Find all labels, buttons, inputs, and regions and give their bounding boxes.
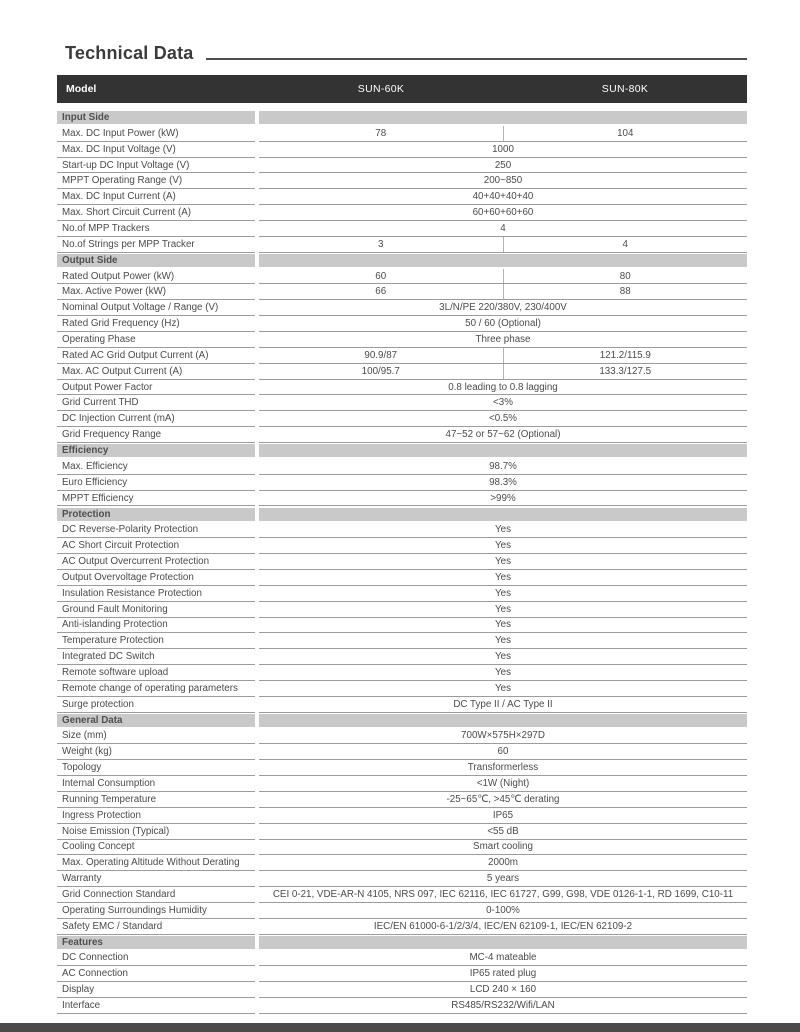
value-shared: 98.7%	[259, 459, 747, 475]
table-row	[57, 459, 747, 475]
row-label: DC Connection	[57, 951, 255, 967]
table-row	[57, 189, 747, 205]
value-sun-60k: 78	[375, 127, 387, 139]
row-label: Max. DC Input Voltage (V)	[57, 142, 255, 158]
table-row	[57, 824, 747, 840]
table-row	[57, 792, 747, 808]
value-shared: Yes	[259, 570, 747, 586]
value-shared: 250	[259, 158, 747, 174]
table-row	[57, 776, 747, 792]
table-row	[57, 744, 747, 760]
value-shared: Transformerless	[259, 760, 747, 776]
value-shared: CEI 0-21, VDE-AR-N 4105, NRS 097, IEC 62116, IEC 61727, G99, G98, VDE 0126-1-1, RD 1699, C10-11	[259, 887, 747, 903]
row-label: Noise Emission (Typical)	[57, 824, 255, 840]
table-row	[57, 411, 747, 427]
row-label: Euro Efficiency	[57, 475, 255, 491]
table-row	[57, 982, 747, 998]
value-sun-80k: 104	[503, 126, 748, 141]
table-row	[57, 173, 747, 189]
row-label: Internal Consumption	[57, 776, 255, 792]
row-label: Safety EMC / Standard	[57, 919, 255, 935]
value-sun-80k: 133.3/127.5	[503, 364, 748, 379]
value-shared: Yes	[259, 649, 747, 665]
row-label: Anti-islanding Protection	[57, 618, 255, 634]
value-shared: 98.3%	[259, 475, 747, 491]
section-title: Protection	[57, 508, 255, 521]
value-shared: Yes	[259, 633, 747, 649]
table-row	[57, 522, 747, 538]
value-shared: IP65	[259, 808, 747, 824]
table-row	[57, 237, 747, 253]
table-row	[57, 618, 747, 634]
table-row	[57, 919, 747, 935]
value-shared: Yes	[259, 618, 747, 634]
row-label: DC Reverse-Polarity Protection	[57, 522, 255, 538]
row-label: Remote software upload	[57, 665, 255, 681]
table-row	[57, 348, 747, 364]
table-row	[57, 760, 747, 776]
value-shared: LCD 240 × 160	[259, 982, 747, 998]
page-title: Technical Data	[65, 43, 194, 63]
row-label: Insulation Resistance Protection	[57, 586, 255, 602]
row-values	[259, 237, 747, 253]
row-label: Weight (kg)	[57, 744, 255, 760]
value-shared: DC Type II / AC Type II	[259, 697, 747, 713]
row-label: Ground Fault Monitoring	[57, 602, 255, 618]
row-values	[259, 284, 747, 300]
table-row	[57, 126, 747, 142]
value-shared: Yes	[259, 538, 747, 554]
value-shared: -25~65℃, >45℃ derating	[259, 792, 747, 808]
value-shared: 0.8 leading to 0.8 lagging	[259, 380, 747, 396]
table-row	[57, 221, 747, 237]
section-header-efficiency	[57, 443, 747, 459]
table-row	[57, 951, 747, 967]
row-label: Surge protection	[57, 697, 255, 713]
row-label: Interface	[57, 998, 255, 1014]
table-row	[57, 538, 747, 554]
table-row	[57, 998, 747, 1014]
table-row	[57, 364, 747, 380]
table-row	[57, 681, 747, 697]
value-shared: 3L/N/PE 220/380V, 230/400V	[259, 300, 747, 316]
row-label: Warranty	[57, 871, 255, 887]
row-label: Integrated DC Switch	[57, 649, 255, 665]
value-shared: <3%	[259, 395, 747, 411]
row-label: Ingress Protection	[57, 808, 255, 824]
table-row	[57, 887, 747, 903]
row-label: Nominal Output Voltage / Range (V)	[57, 300, 255, 316]
section-header-features	[57, 935, 747, 951]
value-shared: 700W×575H×297D	[259, 729, 747, 745]
value-sun-60k: 60	[375, 270, 387, 282]
model-header-label: Model	[66, 83, 97, 95]
row-label: Display	[57, 982, 255, 998]
row-label: Start-up DC Input Voltage (V)	[57, 158, 255, 174]
section-header-output-side	[57, 253, 747, 269]
row-label: Rated Grid Frequency (Hz)	[57, 316, 255, 332]
row-label: Max. AC Output Current (A)	[57, 364, 255, 380]
table-row	[57, 665, 747, 681]
row-label: Max. Efficiency	[57, 459, 255, 475]
value-shared: Yes	[259, 681, 747, 697]
section-title: Output Side	[57, 254, 255, 267]
section-bar	[259, 254, 747, 267]
spec-table	[57, 110, 747, 1014]
table-row	[57, 855, 747, 871]
value-shared: Smart cooling	[259, 840, 747, 856]
row-label: Topology	[57, 760, 255, 776]
table-row	[57, 491, 747, 507]
value-sun-80k: 80	[503, 269, 748, 284]
value-sun-60k: 66	[375, 286, 387, 298]
row-label: MPPT Efficiency	[57, 491, 255, 507]
row-label: Max. Operating Altitude Without Derating	[57, 855, 255, 871]
row-label: No.of Strings per MPP Tracker	[57, 237, 255, 253]
value-shared: 1000	[259, 142, 747, 158]
value-shared: Yes	[259, 665, 747, 681]
table-row	[57, 903, 747, 919]
section-title: Input Side	[57, 111, 255, 124]
value-shared: >99%	[259, 491, 747, 507]
value-shared: 60	[259, 744, 747, 760]
row-label: Operating Surroundings Humidity	[57, 903, 255, 919]
value-shared: IP65 rated plug	[259, 966, 747, 982]
row-label: Grid Frequency Range	[57, 427, 255, 443]
table-row	[57, 395, 747, 411]
row-label: Max. Short Circuit Current (A)	[57, 205, 255, 221]
row-label: AC Connection	[57, 966, 255, 982]
value-shared: 200~850	[259, 173, 747, 189]
section-header-protection	[57, 506, 747, 522]
row-label: Grid Connection Standard	[57, 887, 255, 903]
value-shared: Yes	[259, 554, 747, 570]
table-row	[57, 554, 747, 570]
row-label: Rated Output Power (kW)	[57, 269, 255, 285]
table-row	[57, 602, 747, 618]
section-title: Efficiency	[57, 444, 255, 457]
row-label: DC Injection Current (mA)	[57, 411, 255, 427]
value-shared: 4	[259, 221, 747, 237]
value-sun-80k: 121.2/115.9	[503, 348, 748, 363]
table-row	[57, 269, 747, 285]
value-shared: Yes	[259, 522, 747, 538]
table-row	[57, 586, 747, 602]
section-bar	[259, 444, 747, 457]
row-label: AC Short Circuit Protection	[57, 538, 255, 554]
table-row	[57, 332, 747, 348]
row-values	[259, 364, 747, 380]
table-row	[57, 633, 747, 649]
row-label: MPPT Operating Range (V)	[57, 173, 255, 189]
row-label: AC Output Overcurrent Protection	[57, 554, 255, 570]
table-row	[57, 427, 747, 443]
table-row	[57, 871, 747, 887]
value-sun-60k: 100/95.7	[361, 365, 400, 377]
table-row	[57, 808, 747, 824]
row-label: Cooling Concept	[57, 840, 255, 856]
value-shared: 47~52 or 57~62 (Optional)	[259, 427, 747, 443]
table-row	[57, 380, 747, 396]
page-title-row	[65, 40, 747, 64]
model-header-row	[57, 75, 747, 103]
row-label: Max. DC Input Power (kW)	[57, 126, 255, 142]
table-row	[57, 316, 747, 332]
value-shared: 0-100%	[259, 903, 747, 919]
row-values	[259, 348, 747, 364]
row-label: Rated AC Grid Output Current (A)	[57, 348, 255, 364]
table-row	[57, 142, 747, 158]
row-label: Grid Current THD	[57, 395, 255, 411]
table-row	[57, 205, 747, 221]
value-shared: IEC/EN 61000-6-1/2/3/4, IEC/EN 62109-1, IEC/EN 62109-2	[259, 919, 747, 935]
value-sun-60k: 3	[378, 238, 384, 250]
section-title: Features	[57, 936, 255, 949]
table-row	[57, 475, 747, 491]
section-header-input-side	[57, 110, 747, 126]
value-shared: Three phase	[259, 332, 747, 348]
row-label: Operating Phase	[57, 332, 255, 348]
value-shared: Yes	[259, 586, 747, 602]
value-shared: 2000m	[259, 855, 747, 871]
table-row	[57, 966, 747, 982]
value-shared: <1W (Night)	[259, 776, 747, 792]
value-sun-60k: 90.9/87	[364, 349, 398, 361]
value-sun-80k: 88	[503, 284, 748, 299]
table-row	[57, 697, 747, 713]
row-label: Max. Active Power (kW)	[57, 284, 255, 300]
table-row	[57, 729, 747, 745]
value-shared: <0.5%	[259, 411, 747, 427]
row-label: Output Power Factor	[57, 380, 255, 396]
row-label: Max. DC Input Current (A)	[57, 189, 255, 205]
row-label: Size (mm)	[57, 729, 255, 745]
table-row	[57, 840, 747, 856]
page-footer-bar	[0, 1023, 800, 1032]
table-row	[57, 570, 747, 586]
model-column-sun-60k: SUN-60K	[357, 83, 405, 95]
value-shared: 60+60+60+60	[259, 205, 747, 221]
model-column-sun-80k: SUN-80K	[601, 83, 649, 95]
row-label: Remote change of operating parameters	[57, 681, 255, 697]
section-title: General Data	[57, 714, 255, 727]
table-row	[57, 284, 747, 300]
value-shared: Yes	[259, 602, 747, 618]
section-header-general-data	[57, 713, 747, 729]
title-underline	[206, 58, 747, 60]
value-sun-80k: 4	[503, 237, 748, 252]
row-label: No.of MPP Trackers	[57, 221, 255, 237]
section-bar	[259, 111, 747, 124]
section-bar	[259, 508, 747, 521]
table-row	[57, 649, 747, 665]
table-row	[57, 158, 747, 174]
table-row	[57, 300, 747, 316]
row-values	[259, 269, 747, 285]
value-shared: 5 years	[259, 871, 747, 887]
section-bar	[259, 714, 747, 727]
value-shared: RS485/RS232/Wifi/LAN	[259, 998, 747, 1014]
row-label: Running Temperature	[57, 792, 255, 808]
section-bar	[259, 936, 747, 949]
value-shared: 50 / 60 (Optional)	[259, 316, 747, 332]
value-shared: 40+40+40+40	[259, 189, 747, 205]
value-shared: MC-4 mateable	[259, 951, 747, 967]
row-label: Temperature Protection	[57, 633, 255, 649]
value-shared: <55 dB	[259, 824, 747, 840]
row-label: Output Overvoltage Protection	[57, 570, 255, 586]
row-values	[259, 126, 747, 142]
